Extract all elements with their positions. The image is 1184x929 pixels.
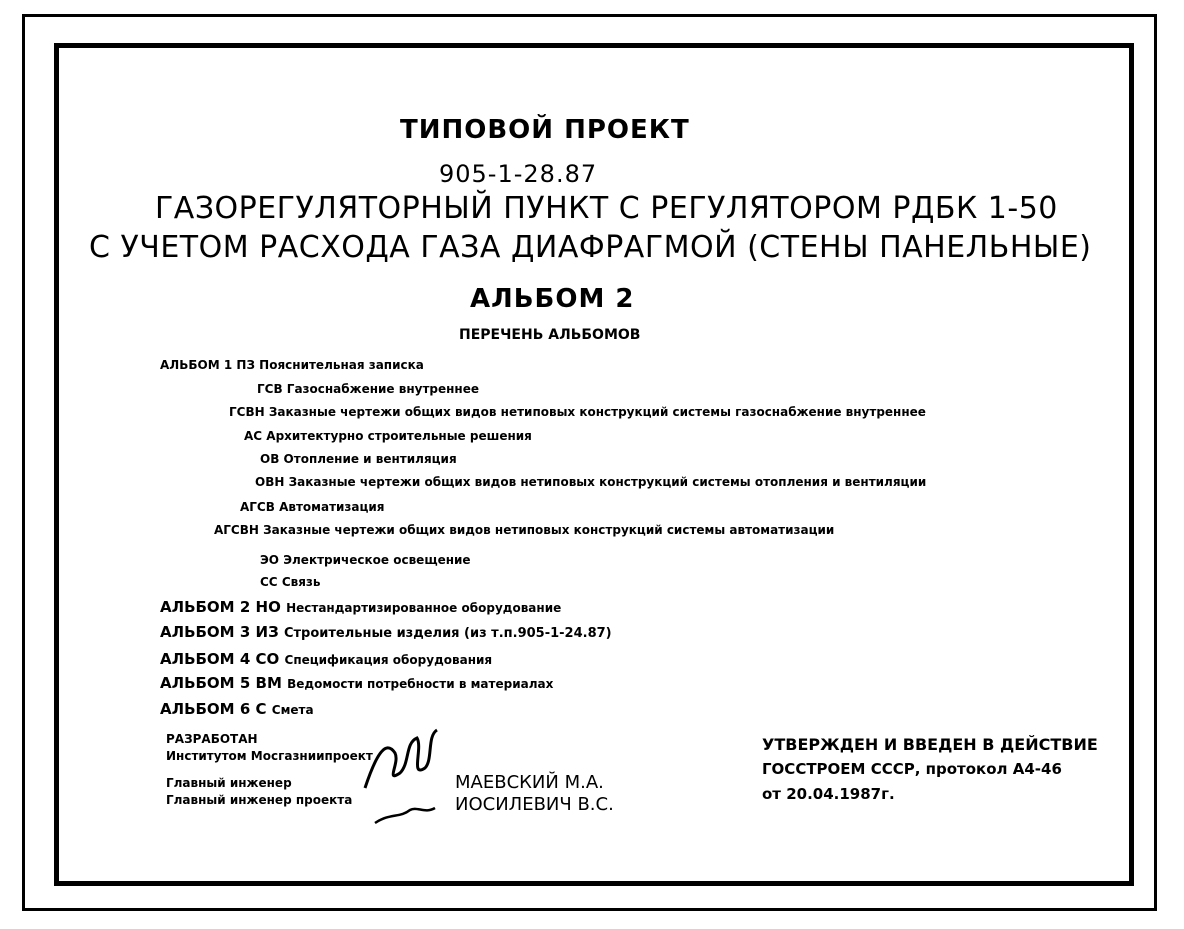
album-code: СО: [255, 650, 280, 668]
title-line-2: С УЧЕТОМ РАСХОДА ГАЗА ДИАФРАГМОЙ (СТЕНЫ ПАНЕЛЬНЫЕ): [89, 230, 1092, 265]
album-prefix: АЛЬБОМ 6: [160, 700, 251, 718]
chief-project-engineer-name: ИОСИЛЕВИЧ В.С.: [455, 794, 614, 815]
album-code: ЭО: [260, 553, 280, 567]
list-item: [214, 523, 834, 537]
album-code: С: [255, 700, 267, 718]
album-code: ИЗ: [255, 623, 279, 641]
album-text: Архитектурно строительные решения: [266, 429, 532, 443]
project-number: 905-1-28.87: [439, 160, 598, 188]
album-text: Отопление и вентиляция: [283, 452, 457, 466]
list-item: [240, 500, 385, 514]
developer-institute: Институтом Мосгазниипроект: [166, 749, 373, 763]
list-item: [260, 452, 457, 466]
album-code: АГСВН: [214, 523, 259, 537]
album-code: ГСВ: [257, 382, 283, 396]
list-item: [260, 575, 320, 589]
album-text: Нестандартизированное оборудование: [286, 601, 562, 615]
signature-icon: [355, 718, 450, 828]
album-text: Смета: [271, 703, 314, 717]
album-prefix: АЛЬБОМ 1: [160, 358, 233, 372]
album-prefix: АЛЬБОМ 3: [160, 623, 251, 641]
list-item: [160, 598, 561, 616]
approval-line-3: от 20.04.1987г.: [762, 785, 895, 803]
album-list-heading: ПЕРЕЧЕНЬ АЛЬБОМОВ: [459, 327, 641, 343]
album-code: ПЗ: [236, 358, 255, 372]
list-item: [160, 700, 314, 718]
list-item: [244, 429, 532, 443]
album-code: ГСВН: [229, 405, 265, 419]
chief-engineer-label: Главный инженер: [166, 776, 292, 790]
album-text: Строительные изделия (из т.п.905-1-24.87): [283, 626, 612, 641]
approval-block: [762, 732, 1098, 807]
names-block: [455, 772, 614, 816]
album-text: Автоматизация: [279, 500, 385, 514]
album-code: СС: [260, 575, 278, 589]
album-text: Связь: [281, 575, 321, 589]
list-item: [257, 382, 479, 396]
approval-line-2: ГОССТРОЕМ СССР, протокол А4-46: [762, 760, 1062, 778]
album-code: ОВ: [260, 452, 280, 466]
album-title: АЛЬБОМ 2: [470, 284, 635, 314]
developer-heading: РАЗРАБОТАН: [166, 732, 258, 746]
album-prefix: АЛЬБОМ 5: [160, 674, 251, 692]
album-text: Электрическое освещение: [283, 553, 471, 567]
type-label: ТИПОВОЙ ПРОЕКТ: [400, 115, 690, 145]
list-item: [260, 553, 471, 567]
album-text: Спецификация оборудования: [284, 653, 493, 667]
album-code: ОВН: [255, 475, 285, 489]
title-line-1: ГАЗОРЕГУЛЯТОРНЫЙ ПУНКТ С РЕГУЛЯТОРОМ РДБК 1-50: [155, 191, 1058, 226]
list-item: [255, 475, 926, 489]
album-code: НО: [255, 598, 281, 616]
album-code: ВМ: [255, 674, 282, 692]
album-text: Ведомости потребности в материалах: [287, 677, 554, 691]
album-prefix: АЛЬБОМ 2: [160, 598, 251, 616]
album-text: Пояснительная записка: [259, 358, 424, 372]
list-item: [160, 674, 553, 692]
album-prefix: АЛЬБОМ 4: [160, 650, 251, 668]
chief-project-engineer-label: Главный инженер проекта: [166, 793, 353, 807]
list-item: [160, 358, 424, 372]
album-text: Заказные чертежи общих видов нетиповых конструкций системы газоснабжение внутреннее: [268, 405, 926, 419]
chief-engineer-name: МАЕВСКИЙ М.А.: [455, 772, 604, 793]
album-code: АГСВ: [240, 500, 275, 514]
list-item: [160, 623, 612, 641]
album-text: Газоснабжение внутреннее: [286, 382, 479, 396]
approval-line-1: УТВЕРЖДЕН И ВВЕДЕН В ДЕЙСТВИЕ: [762, 735, 1098, 754]
album-text: Заказные чертежи общих видов нетиповых конструкций системы отопления и вентиляции: [288, 475, 927, 489]
album-text: Заказные чертежи общих видов нетиповых конструкций системы автоматизации: [263, 523, 835, 537]
developer-block: [166, 731, 373, 809]
album-code: АС: [244, 429, 263, 443]
list-item: [160, 650, 492, 668]
list-item: [229, 405, 926, 419]
